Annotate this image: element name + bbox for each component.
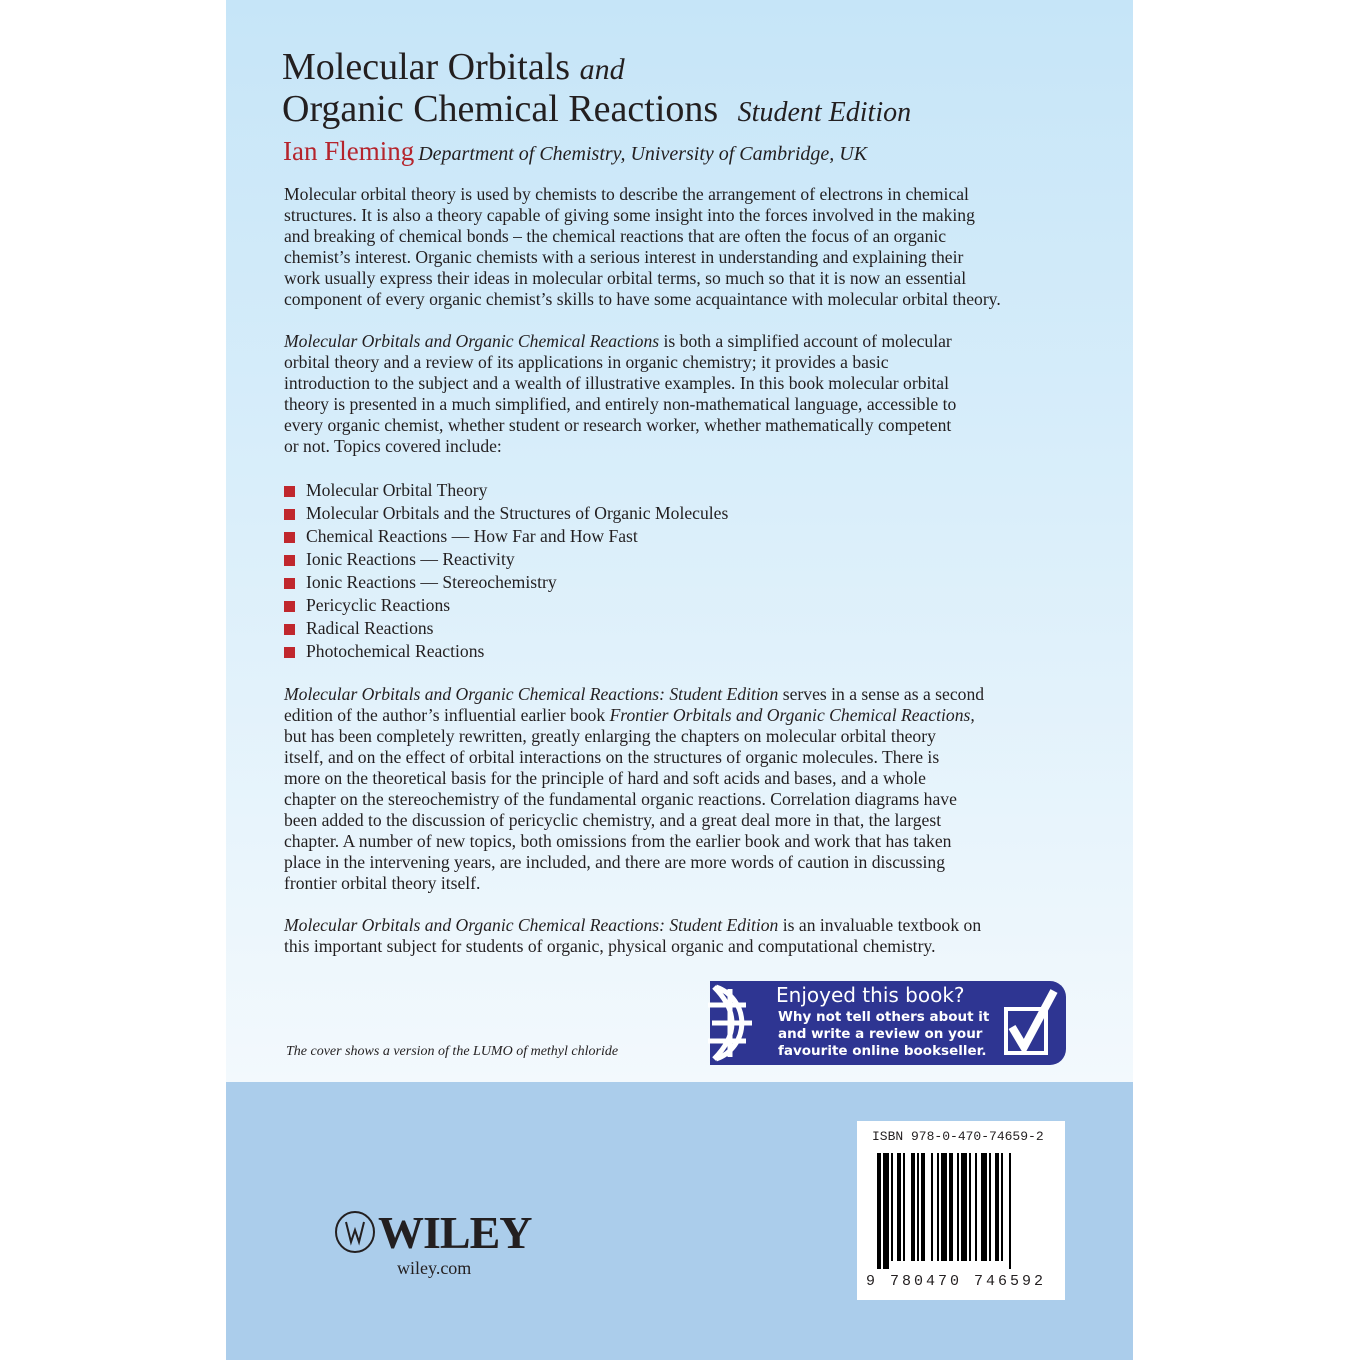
topic-label: Pericyclic Reactions: [306, 595, 451, 615]
text-line: [284, 915, 981, 936]
wiley-emblem-icon: [334, 1210, 376, 1254]
barcode-bar: [975, 1153, 977, 1261]
topic-label: Molecular Orbital Theory: [306, 480, 488, 500]
cover-caption: The cover shows a version of the LUMO of methyl chloride: [286, 1044, 619, 1059]
red-square-bullet-icon: [284, 532, 295, 543]
paragraph-2: [284, 331, 956, 457]
red-square-bullet-icon: [284, 601, 295, 612]
italic-title-text: Frontier Orbitals and Organic Chemical Reactions,: [609, 705, 975, 725]
barcode-bar: [981, 1153, 987, 1261]
author-line: [283, 135, 867, 172]
body-text: chapter. A number of new topics, both omissions from the earlier book and work that has taken: [284, 831, 952, 851]
body-text: been added to the discussion of pericyclic chemistry, and a great deal more in that, the largest: [284, 810, 942, 830]
text-line: [284, 831, 984, 852]
text-line: [284, 205, 1001, 226]
barcode-bar: [949, 1153, 953, 1261]
italic-title-text: Molecular Orbitals and Organic Chemical Reactions: [284, 331, 660, 351]
text-line: [284, 684, 984, 705]
barcode-bar: [1009, 1153, 1011, 1269]
barcode-bar: [941, 1153, 947, 1261]
body-text: chapter on the stereochemistry of the fundamental organic reactions. Correlation diagrams have: [284, 789, 957, 809]
text-line: [284, 705, 984, 726]
paragraph-1: [284, 184, 1001, 310]
body-text: theory is presented in a much simplified, and entirely non-mathematical language, accessible to: [284, 394, 957, 414]
text-line: [284, 226, 1001, 247]
body-text: component of every organic chemist’s skills to have some acquaintance with molecular orbital theory.: [284, 289, 1001, 309]
topics-list: [284, 479, 728, 663]
barcode-bar: [995, 1153, 999, 1261]
topic-label: Photochemical Reactions: [306, 641, 485, 661]
body-text: and breaking of chemical bonds – the chemical reactions that are often the focus of an organic: [284, 226, 947, 246]
body-text: work usually express their ideas in molecular orbital terms, so much so that it is now an essential: [284, 268, 967, 288]
topic-label: Ionic Reactions — Stereochemistry: [306, 572, 557, 592]
text-line: [284, 852, 984, 873]
barcode-bar: [897, 1153, 901, 1261]
title-line-2: [282, 88, 911, 134]
text-line: [284, 289, 1001, 310]
red-square-bullet-icon: [284, 624, 295, 635]
text-line: [284, 789, 984, 810]
barcode-bar: [1001, 1153, 1003, 1261]
body-text: this important subject for students of organic, physical organic and computational chemistry.: [284, 936, 936, 956]
badge-line: and write a review on your: [778, 1026, 983, 1042]
text-line: [284, 747, 984, 768]
body-text: is both a simplified account of molecular: [659, 331, 952, 351]
barcode-bar: [937, 1153, 939, 1261]
text-line: [284, 352, 956, 373]
red-square-bullet-icon: [284, 486, 295, 497]
title-text-2: Organic Chemical Reactions: [282, 88, 719, 130]
publisher-url: wiley.com: [397, 1258, 472, 1278]
topic-item: [284, 525, 728, 548]
barcode-box: [857, 1121, 1065, 1300]
barcode-bar: [917, 1153, 919, 1261]
topic-item: [284, 640, 728, 663]
body-text: every organic chemist, whether student or research worker, whether mathematically competent: [284, 415, 952, 435]
red-square-bullet-icon: [284, 578, 295, 589]
barcode-digits: 9 780470 746592: [866, 1273, 1047, 1290]
text-line: [284, 331, 956, 352]
body-text: serves in a sense as a second: [778, 684, 985, 704]
body-text: more on the theoretical basis for the principle of hard and soft acids and bases, and a whole: [284, 768, 926, 788]
barcode-bar: [989, 1153, 991, 1261]
barcode-bar: [931, 1153, 933, 1261]
text-line: [284, 268, 1001, 289]
topic-item: [284, 502, 728, 525]
barcode-bar: [921, 1153, 925, 1261]
red-square-bullet-icon: [284, 555, 295, 566]
italic-title-text: Molecular Orbitals and Organic Chemical Reactions: Student Edition: [284, 684, 779, 704]
text-line: [284, 184, 1001, 205]
topic-item: [284, 479, 728, 502]
body-text: edition of the author’s influential earlier book: [284, 705, 610, 725]
topic-label: Radical Reactions: [306, 618, 434, 638]
globe-icon: [706, 983, 762, 1063]
topic-item: [284, 571, 728, 594]
author-name: Ian Fleming: [283, 136, 415, 166]
barcode-bar: [911, 1153, 915, 1261]
isbn-label: ISBN 978-0-470-74659-2: [872, 1129, 1044, 1144]
paragraph-3: [284, 684, 984, 894]
title-and: and: [579, 53, 625, 86]
barcode: [877, 1153, 1047, 1269]
text-line: [284, 373, 956, 394]
barcode-bar: [891, 1153, 893, 1261]
topic-label: Molecular Orbitals and the Structures of Organic Molecules: [306, 503, 729, 523]
italic-title-text: Molecular Orbitals and Organic Chemical Reactions: Student Edition: [284, 915, 779, 935]
text-line: [284, 873, 984, 894]
text-line: [284, 810, 984, 831]
checkbox-check-icon: [1000, 987, 1060, 1059]
text-line: [284, 726, 984, 747]
review-badge: [710, 981, 1066, 1065]
wiley-logo: [334, 1207, 534, 1282]
edition-label: Student Edition: [737, 97, 912, 128]
body-text: or not. Topics covered include:: [284, 436, 502, 456]
title-line-1: [282, 46, 625, 91]
body-text: frontier orbital theory itself.: [284, 873, 481, 893]
body-text: itself, and on the effect of orbital interactions on the structures of organic molecules. There is: [284, 747, 940, 767]
author-affiliation: Department of Chemistry, University of Cambridge, UK: [418, 143, 868, 165]
badge-line: favourite online bookseller.: [778, 1043, 987, 1059]
body-text: place in the intervening years, are included, and there are more words of caution in discussing: [284, 852, 946, 872]
topic-label: Chemical Reactions — How Far and How Fast: [306, 526, 638, 546]
badge-heading: Enjoyed this book?: [776, 983, 965, 1007]
topic-item: [284, 594, 728, 617]
text-line: [284, 768, 984, 789]
body-text: chemist’s interest. Organic chemists with a serious interest in understanding and explaining their: [284, 247, 964, 267]
barcode-bar: [903, 1153, 905, 1261]
body-text: structures. It is also a theory capable of giving some insight into the forces involved in the making: [284, 205, 975, 225]
publisher-name: WILEY: [378, 1207, 532, 1258]
barcode-bar: [957, 1153, 959, 1261]
red-square-bullet-icon: [284, 509, 295, 520]
body-text: is an invaluable textbook on: [778, 915, 982, 935]
red-square-bullet-icon: [284, 647, 295, 658]
body-text: Molecular orbital theory is used by chemists to describe the arrangement of electrons in chemical: [284, 184, 969, 204]
body-text: but has been completely rewritten, greatly enlarging the chapters on molecular orbital theory: [284, 726, 936, 746]
barcode-bar: [877, 1153, 881, 1269]
text-line: [284, 436, 956, 457]
text-line: [284, 394, 956, 415]
topic-item: [284, 548, 728, 571]
topic-label: Ionic Reactions — Reactivity: [306, 549, 515, 569]
body-text: introduction to the subject and a wealth of illustrative examples. In this book molecular orbital: [284, 373, 949, 393]
body-text: orbital theory and a review of its applications in organic chemistry; it provides a basic: [284, 352, 889, 372]
title-text: Molecular Orbitals: [282, 46, 571, 88]
text-line: [284, 415, 956, 436]
badge-line: Why not tell others about it: [778, 1009, 990, 1025]
book-back-cover: [226, 0, 1133, 1360]
text-line: [284, 247, 1001, 268]
paragraph-4: [284, 915, 981, 957]
topic-item: [284, 617, 728, 640]
text-line: [284, 936, 981, 957]
barcode-bar: [969, 1153, 971, 1261]
barcode-bar: [883, 1153, 889, 1269]
barcode-bar: [961, 1153, 967, 1261]
badge-body: [778, 1009, 989, 1060]
